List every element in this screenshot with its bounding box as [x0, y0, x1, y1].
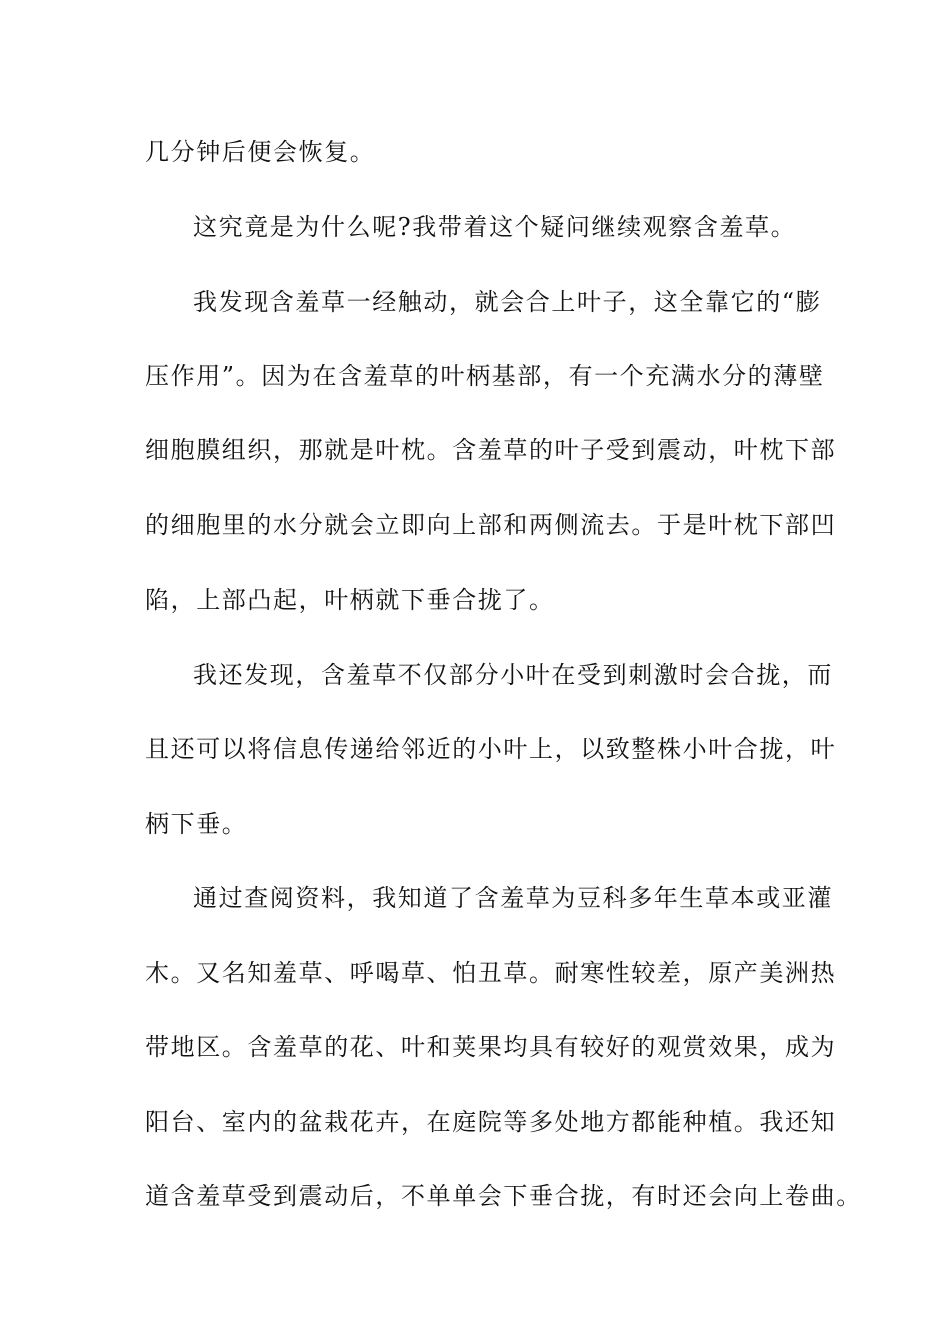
text-line: 木。又名知羞草、呼喝草、怕丑草。耐寒性较差，原产美洲热 — [145, 959, 837, 987]
text-line: 我还发现，含羞草不仅部分小叶在受到刺激时会合拢，而 — [193, 661, 833, 689]
text-line: 我发现含羞草一经触动，就会合上叶子，这全靠它的“膨 — [193, 288, 822, 316]
text-line: 陷，上部凸起，叶柄就下垂合拢了。 — [145, 586, 555, 614]
text-line: 的细胞里的水分就会立即向上部和两侧流去。于是叶枕下部凹 — [145, 511, 837, 539]
text-line: 带地区。含羞草的花、叶和荚果均具有较好的观赏效果，成为 — [145, 1033, 837, 1061]
text-line: 几分钟后便会恢复。 — [145, 138, 376, 166]
text-line: 压作用”。因为在含羞草的叶柄基部，有一个充满水分的薄壁 — [145, 362, 825, 390]
text-line: 且还可以将信息传递给邻近的小叶上，以致整株小叶合拢，叶 — [145, 735, 837, 763]
text-line: 阳台、室内的盆栽花卉，在庭院等多处地方都能种植。我还知 — [145, 1108, 837, 1136]
text-line: 细胞膜组织，那就是叶枕。含羞草的叶子受到震动，叶枕下部 — [145, 436, 837, 464]
text-line: 柄下垂。 — [145, 810, 248, 838]
text-line: 道含羞草受到震动后，不单单会下垂合拢，有时还会向上卷曲。 — [145, 1182, 862, 1210]
text-line: 通过查阅资料，我知道了含羞草为豆科多年生草本或亚灌 — [193, 884, 833, 912]
text-line: 这究竟是为什么呢?我带着这个疑问继续观察含羞草。 — [193, 213, 797, 241]
